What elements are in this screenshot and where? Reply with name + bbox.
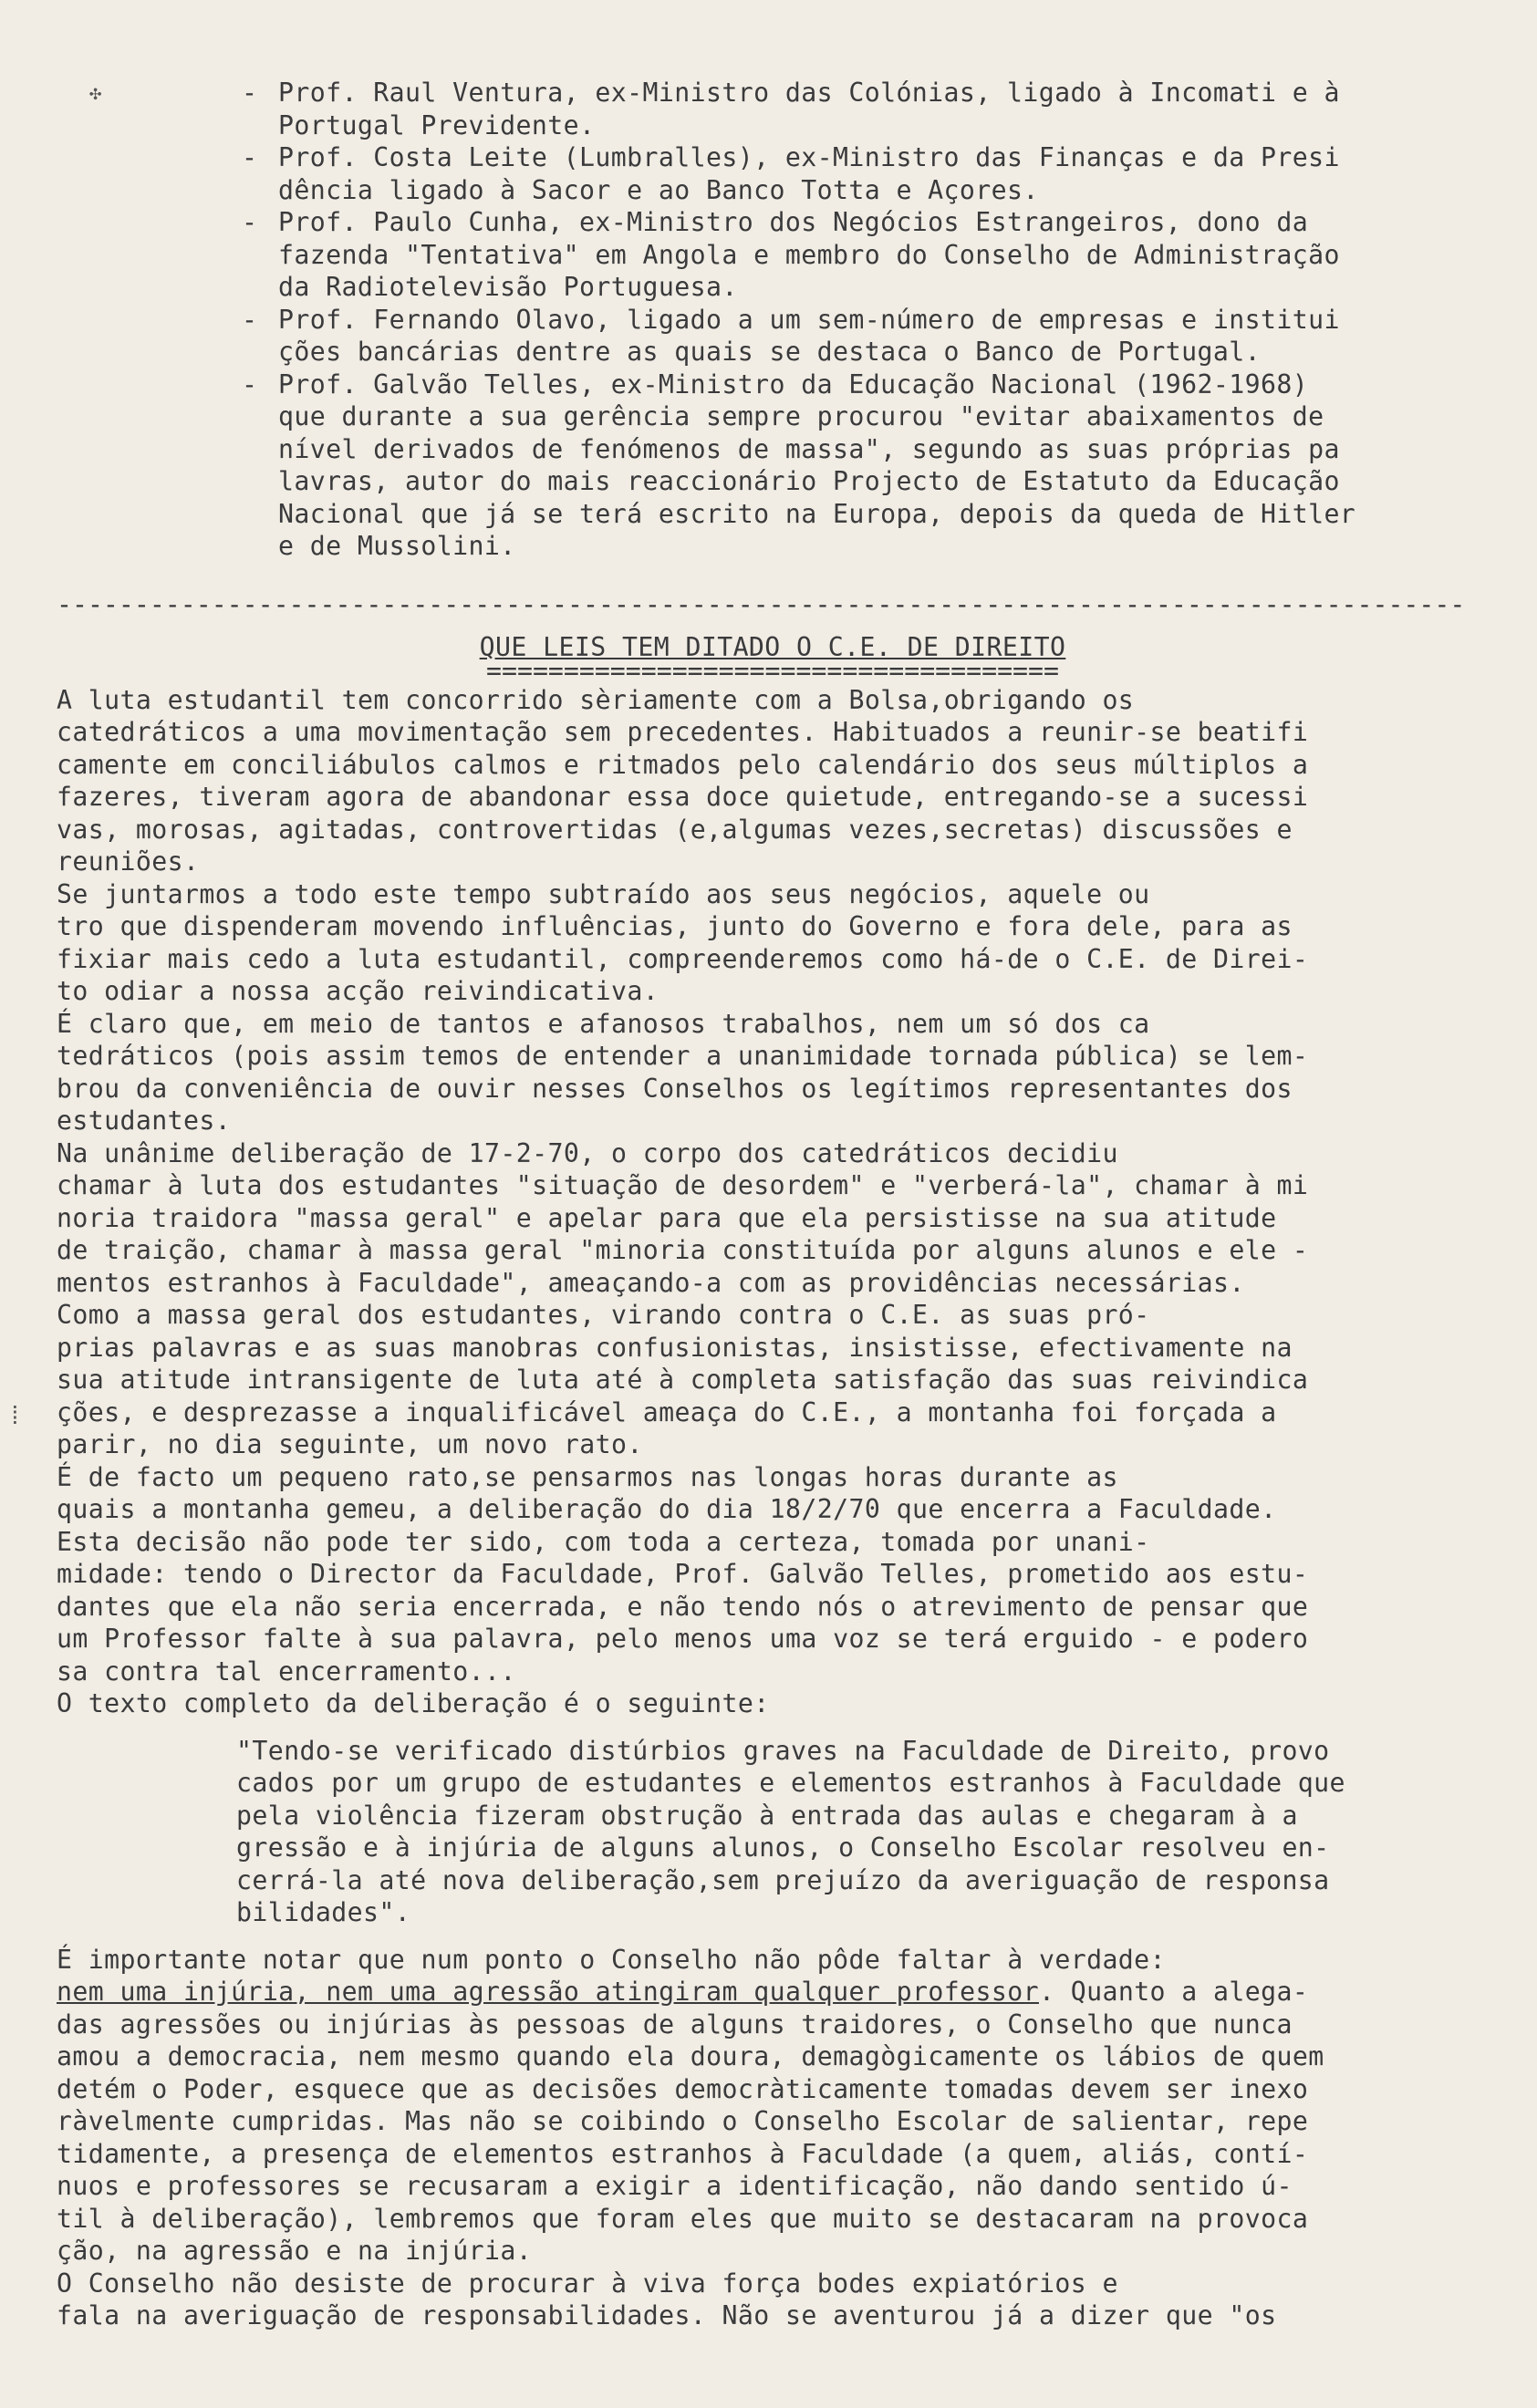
paragraph — [57, 1944, 1489, 2268]
list-item — [242, 77, 1537, 141]
list-dash: - — [242, 368, 258, 400]
paper-blemish: ⁞ — [7, 1400, 23, 1430]
list-item — [242, 304, 1537, 368]
list-item-text: Prof. Galvão Telles, ex-Ministro da Educação Nacional (1962-1968) que durante a sua gerência sempre procurou "evitar abaixamentos de nível derivados de fenómenos de massa", segundo as suas próprias pa lavras, autor do mais reaccionário Projecto de Estatuto da Educação Nacional que já se terá escrito na Europa, depois da queda de Hitler e de Mussolini. — [278, 368, 1356, 561]
paragraph: Como a massa geral dos estudantes, virando contra o C.E. as suas pró- prias palavras e as suas manobras confusionistas, insistisse, efectivamente na sua atitude intransigente de luta até à completa satisfação das suas reivindica ções, e desprezasse a inqualificável ameaça do C.E., a montanha foi forçada a parir, no dia seguinte, um novo rato. — [57, 1300, 1309, 1459]
list-item — [242, 206, 1537, 304]
list-dash: - — [242, 142, 258, 172]
list-dash: - — [242, 207, 258, 237]
paragraph: Esta decisão não pode ter sido, com toda a certeza, tomada por unani- midade: tendo o Director da Faculdade, Prof. Galvão Telles, prometido aos estu- dantes que ela não seria encerrada, e não tendo nós o atrevimento de pensar que um Professor falte à sua palavra, pelo menos uma voz se terá erguido - e podero sa contra tal encerramento... — [57, 1526, 1309, 1687]
list-dash: - — [242, 304, 258, 335]
paragraph: A luta estudantil tem concorrido sèriamente com a Bolsa,obrigando os catedráticos a uma movimentação sem precedentes. Habituados a reunir-se beatifi camente em conciliábulos calmos e ritmados pelo calendário dos seus múltiplos a fazeres, tiveram agora de abandonar essa doce quietude, entregando-se a sucessi vas, morosas, agitadas, controvertidas (e,algumas vezes,secretas) discussões e reuniões. — [57, 684, 1309, 877]
list-item-text: Prof. Raul Ventura, ex-Ministro das Colónias, ligado à Incomati e à Portugal Previdente. — [278, 78, 1340, 140]
paper-blemish: ✣ — [89, 82, 102, 105]
list-item-text: Prof. Paulo Cunha, ex-Ministro dos Negócios Estrangeiros, dono da fazenda "Tentativa" em Angola e membro do Conselho de Administração da Radiotelevisão Portuguesa. — [278, 207, 1340, 302]
paragraph: É de facto um pequeno rato,se pensarmos nas longas horas durante as quais a montanha gemeu, a deliberação do dia 18/2/70 que encerra a Faculdade. — [57, 1461, 1277, 1524]
list-item-text: Prof. Fernando Olavo, ligado a um sem-número de empresas e institui ções bancárias dentre as quais se destaca o Banco de Portugal. — [278, 304, 1340, 367]
paragraph: O texto completo da deliberação é o seguinte: — [57, 1688, 770, 1718]
list-item — [242, 368, 1537, 563]
document-body — [57, 77, 1489, 2332]
professor-list — [242, 77, 1537, 563]
paragraph: Se juntarmos a todo este tempo subtraído aos seus negócios, aquele ou tro que dispenderam movendo influências, junto do Governo e fora dele, para as fixiar mais cedo a luta estudantil, compreenderemos como há-de o C.E. de Direi- to odiar a nossa acção reivindicativa. — [57, 878, 1309, 1006]
underlined-statement: nem uma injúria, nem uma agressão atingiram qualquer professor — [57, 1977, 1039, 2007]
list-dash: - — [242, 78, 258, 108]
paragraph-rest: . Quanto a alega- das agressões ou injúrias às pessoas de alguns traidores, o Conselho que nunca amou a democracia, nem mesmo quando ela doura, demagògicamente os lábios de quem detém o Poder, esquece que as decisões democràticamente tomadas devem ser inexo ràvelmente cumpridas. Mas não se coibindo o Conselho Escolar de salientar, repe tidamente, a presença de elementos estranhos à Faculdade (a quem, aliás, contí- nuos e professores se recusaram a exigir a identificação, não dando sentido ú- til à deliberação), lembremos que foram eles que muito se destacaram na provoca ção, na agressão e na injúria. — [57, 1977, 1324, 2266]
list-item — [242, 141, 1537, 206]
list-item-text: Prof. Costa Leite (Lumbralles), ex-Ministro das Finanças e da Presi dência ligado à Sacor e ao Banco Totta e Açores. — [278, 142, 1340, 205]
paragraph: É claro que, em meio de tantos e afanosos trabalhos, nem um só dos ca tedráticos (pois assim temos de entender a unanimidade tornada pública) se lem- brou da conveniência de ouvir nesses Conselhos os legítimos representantes dos estudantes. — [57, 1008, 1309, 1136]
heading-double-underline: ===================================== — [486, 655, 1059, 686]
quoted-deliberation: "Tendo-se verificado distúrbios graves na Faculdade de Direito, provo cados por um grupo de estudantes e elementos estranhos à Faculdade que pela violência fizeram obstrução à entrada das aulas e chegaram à a gressão e à injúria de alguns alunos, o Conselho Escolar resolveu en- cerrá-la até nova deliberação,sem prejuízo da averiguação de responsa bilidades". — [236, 1735, 1345, 1927]
paragraph-intro: É importante notar que num ponto o Conselho não pôde faltar à verdade: — [57, 1944, 1166, 1975]
paragraph: Na unânime deliberação de 17-2-70, o corpo dos catedráticos decidiu chamar à luta dos estudantes "situação de desordem" e "verberá-la", chamar à mi noria traidora "massa geral" e apelar para que ela persistisse na sua atitude de traição, chamar à massa geral "minoria constituída por alguns alunos e ele - mentos estranhos à Faculdade", ameaçando-a com as providências necessárias. — [57, 1137, 1309, 1298]
dashed-separator: ------------------------------------------------------------------------------------------- — [57, 588, 1466, 619]
section-heading: QUE LEIS TEM DITADO O C.E. DE DIREITO — [479, 632, 1066, 662]
paragraph: O Conselho não desiste de procurar à viva força bodes expiatórios e fala na averiguação de responsabilidades. Não se aventurou já a dizer que "os — [57, 2268, 1277, 2330]
